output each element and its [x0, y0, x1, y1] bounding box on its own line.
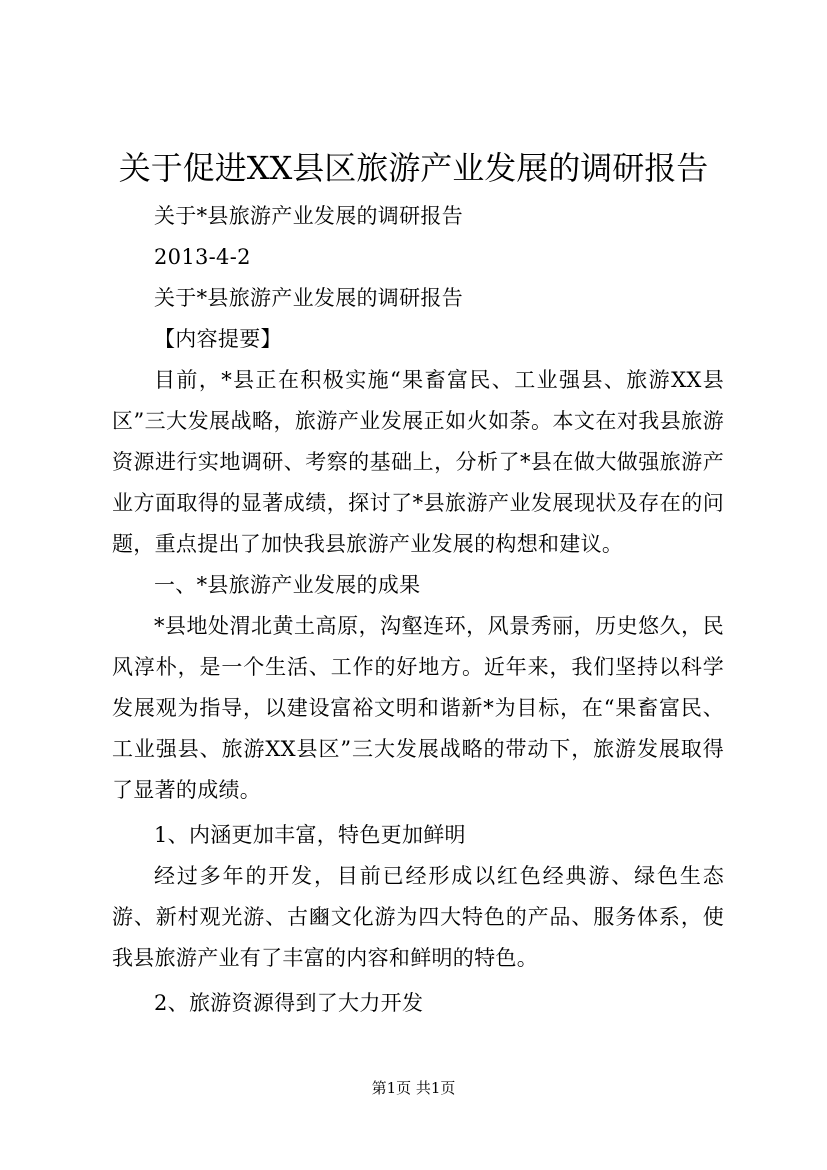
section1-paragraph: *县地处渭北黄土高原，沟壑连环，风景秀丽，历史悠久，民风淳朴，是一个生活、工作的好地方。近年来，我们坚持以科学发展观为指导，以建设富裕文明和谐新*为目标，在“果畜富民、工业强县、旅游XX县区”三大发展战略的带动下，旅游发展取得了显著的成绩。 [112, 614, 724, 802]
date: 2013-4-2 [154, 245, 251, 269]
section1-heading: 一、*县旅游产业发展的成果 [154, 573, 421, 597]
page-footer: 第1页 共1页 [371, 1079, 456, 1097]
document-title: 关于促进XX县区旅游产业发展的调研报告 [118, 149, 709, 187]
subtitle: 关于*县旅游产业发展的调研报告 [154, 204, 463, 228]
item2-heading: 2、旅游资源得到了大力开发 [154, 991, 424, 1015]
summary-heading: 【内容提要】 [154, 327, 282, 351]
document-body [112, 196, 724, 1024]
summary-paragraph: 目前，*县正在积极实施“果畜富民、工业强县、旅游XX县区”三大发展战略，旅游产业发展正如火如荼。本文在对我县旅游资源进行实地调研、考察的基础上，分析了*县在做大做强旅游产业方面取得的显著成绩，探讨了*县旅游产业发展现状及存在的问题，重点提出了加快我县旅游产业发展的构想和建议。 [112, 368, 724, 556]
item1-heading: 1、内涵更加丰富，特色更加鲜明 [154, 823, 466, 847]
item1-paragraph: 经过多年的开发，目前已经形成以红色经典游、绿色生态游、新村观光游、古豳文化游为四大特色的产品、服务体系，使我县旅游产业有了丰富的内容和鲜明的特色。 [112, 864, 724, 970]
subtitle-repeat: 关于*县旅游产业发展的调研报告 [154, 286, 463, 310]
